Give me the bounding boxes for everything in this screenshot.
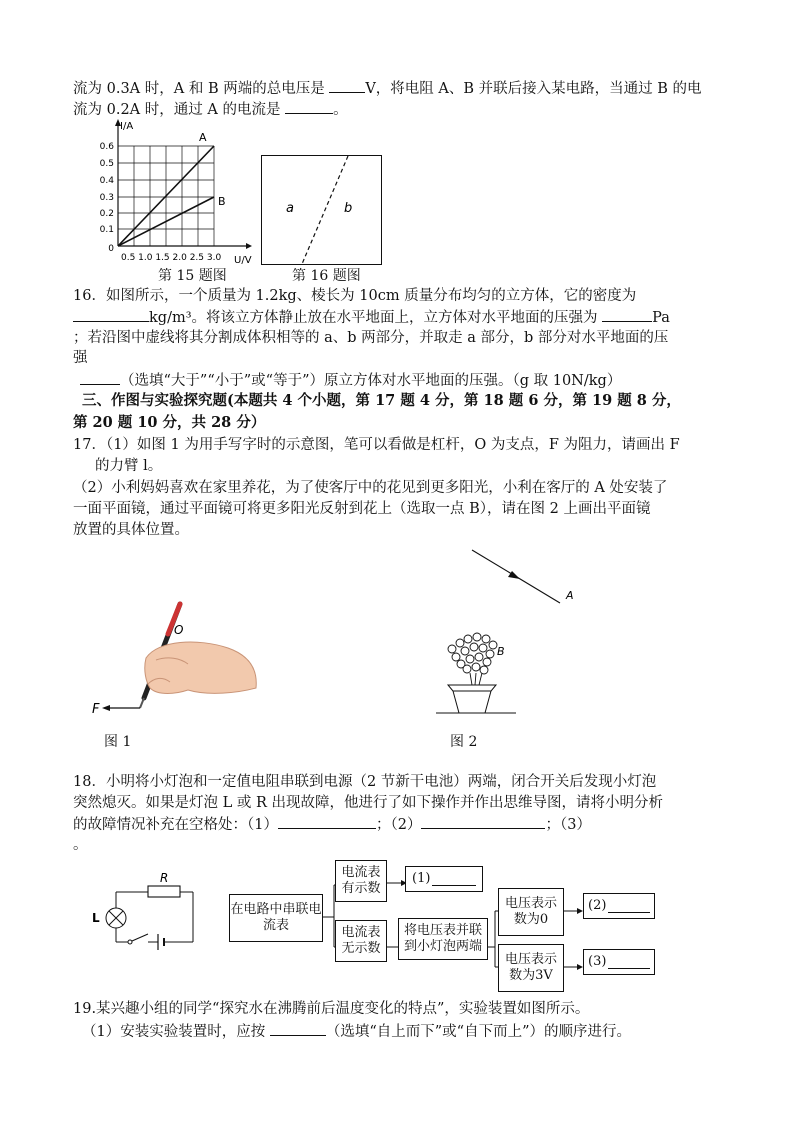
flow-ammeter-no-reading-box: 电流表无示数: [335, 920, 387, 962]
flower-pot-icon: [448, 685, 496, 713]
q19-blank-order[interactable]: [270, 1021, 326, 1036]
q15-iu-graph: [96, 118, 256, 268]
q16-label-a: a: [286, 201, 294, 216]
flow-answer-box-1[interactable]: (1): [405, 866, 483, 892]
q16-line4: 强: [73, 350, 88, 366]
q17-part1-line1: 17．（1）如图 1 为用手写字时的示意图，笔可以看做是杠杆，O 为支点，F 为阻力，请画出 F: [73, 437, 680, 453]
q18-line1: 18．小明将小灯泡和一定值电阻串联到电源（2 节新干电池）两端，闭合开关后发现小灯泡: [73, 774, 657, 790]
switch-icon: [128, 940, 132, 944]
q16-line1: 16．如图所示，一个质量为 1.2kg、棱长为 10cm 质量分布均匀的立方体，它的密度为: [73, 288, 637, 304]
q18-line3: 的故障情况补充在空格处：（1） ；（2） ；（3）: [73, 814, 591, 835]
circuit-label-r: R: [160, 871, 169, 885]
q15-ytick: 0.5: [99, 159, 114, 169]
q17-part2-line1: （2）小利妈妈喜欢在家里养花，为了使客厅中的花见到更多阳光，小利在客厅的 A 处安装了: [73, 480, 668, 496]
q17-part1-line2: 的力臂 l。: [95, 458, 163, 474]
q15-xlabel: U/V: [234, 255, 252, 266]
q16-line3: ；若沿图中虚线将其分割成体积相等的 a、b 两部分，并取走 a 部分，b 部分对水平地面的压: [73, 330, 669, 346]
fig1-caption: 图 1: [104, 734, 132, 750]
fig1-hand-pen: [88, 598, 258, 728]
q15-caption: 第 15 题图: [158, 268, 227, 284]
q15-ytick: 0.6: [99, 142, 114, 152]
fig2-caption: 图 2: [450, 734, 478, 750]
q15-ytick: 0.2: [99, 209, 114, 219]
q15-ytick: 0: [108, 244, 114, 254]
q18-line2: 突然熄灭。如果是灯泡 L 或 R 出现故障，他进行了如下操作并作出思维导图，请将小明分析: [73, 795, 663, 811]
q16-line5: （选填“大于”“小于”或“等于”）原立方体对水平地面的压强。（g 取 10N/kg）: [80, 370, 621, 391]
flow-answer-box-3[interactable]: (3): [583, 949, 655, 975]
q15-ylabel: I/A: [120, 121, 134, 132]
q16-caption: 第 16 题图: [292, 268, 361, 284]
fig2-mirror-scene: [430, 545, 590, 725]
fig2-label-a: A: [566, 589, 574, 602]
circuit-label-l: L: [92, 911, 100, 925]
fig1-label-f: F: [92, 702, 100, 717]
q18-blank-1[interactable]: [278, 814, 376, 829]
q17-part2-line2: 一面平面镜，通过平面镜可将更多阳光反射到花上（选取一点 B），请在图 2 上画出平面镜: [73, 501, 651, 517]
q19-line2: （1）安装实验装置时，应按 （选填“自上而下”或“自下而上”）的顺序进行。: [82, 1021, 631, 1042]
resistor-icon: [148, 886, 180, 897]
q16-blank-compare[interactable]: [80, 370, 120, 385]
q15-blank-voltage[interactable]: [329, 78, 365, 93]
flow-voltmeter-3v-box: 电压表示数为3V: [498, 944, 564, 992]
q15-xticks: 0.5 1.0 1.5 2.0 2.5 3.0: [121, 253, 222, 263]
q15-line1: 流为 0.3A 时，A 和 B 两端的总电压是 V，将电阻 A、B 并联后接入某电路，当通过 B 的电: [73, 78, 702, 99]
q15-ytick: 0.3: [99, 193, 114, 203]
q15-line2: 流为 0.2A 时，通过 A 的电流是 。: [73, 99, 348, 120]
flow-answer-box-2[interactable]: (2): [583, 893, 655, 919]
hand-icon: [145, 642, 256, 693]
q15-ytick: 0.4: [99, 176, 114, 186]
q16-label-b: b: [344, 201, 353, 216]
section3-title-cont: 第 20 题 10 分，共 28 分）: [73, 414, 266, 431]
flower-icon: [448, 633, 497, 674]
q16-blank-pressure[interactable]: [602, 307, 652, 322]
flow-start-box: 在电路中串联电流表: [229, 894, 323, 942]
flow-voltmeter-zero-box: 电压表示数为0: [498, 888, 564, 936]
fig2-label-b: B: [497, 645, 505, 658]
q15-label-b: B: [218, 195, 226, 208]
q18-blank-2[interactable]: [421, 814, 545, 829]
fig1-label-o: O: [174, 623, 184, 637]
q16-cube-figure: [261, 155, 382, 265]
q15-blank-current[interactable]: [285, 99, 333, 114]
q15-label-a: A: [199, 131, 207, 144]
q16-dashed-cut: [302, 156, 348, 264]
q16-line2: kg/m³。将该立方体静止放在水平地面上，立方体对水平地面的压强为 Pa: [73, 307, 670, 328]
flow-parallel-voltmeter-box: 将电压表并联到小灯泡两端: [398, 918, 488, 960]
flow-ammeter-reading-box: 电流表有示数: [335, 860, 387, 902]
section3-title: 三、作图与实验探究题(本题共 4 个小题，第 17 题 4 分，第 18 题 6 分，第 19 题 8 分，: [82, 392, 681, 409]
q15-ytick: 0.1: [99, 225, 114, 235]
q16-blank-density[interactable]: [73, 307, 149, 322]
q19-line1: 19.某兴趣小组的同学“探究水在沸腾前后温度变化的特点”，实验装置如图所示。: [73, 1001, 590, 1017]
q17-part2-line3: 放置的具体位置。: [73, 522, 189, 538]
q18-line4: 。: [73, 837, 88, 853]
q18-circuit: [88, 870, 198, 950]
